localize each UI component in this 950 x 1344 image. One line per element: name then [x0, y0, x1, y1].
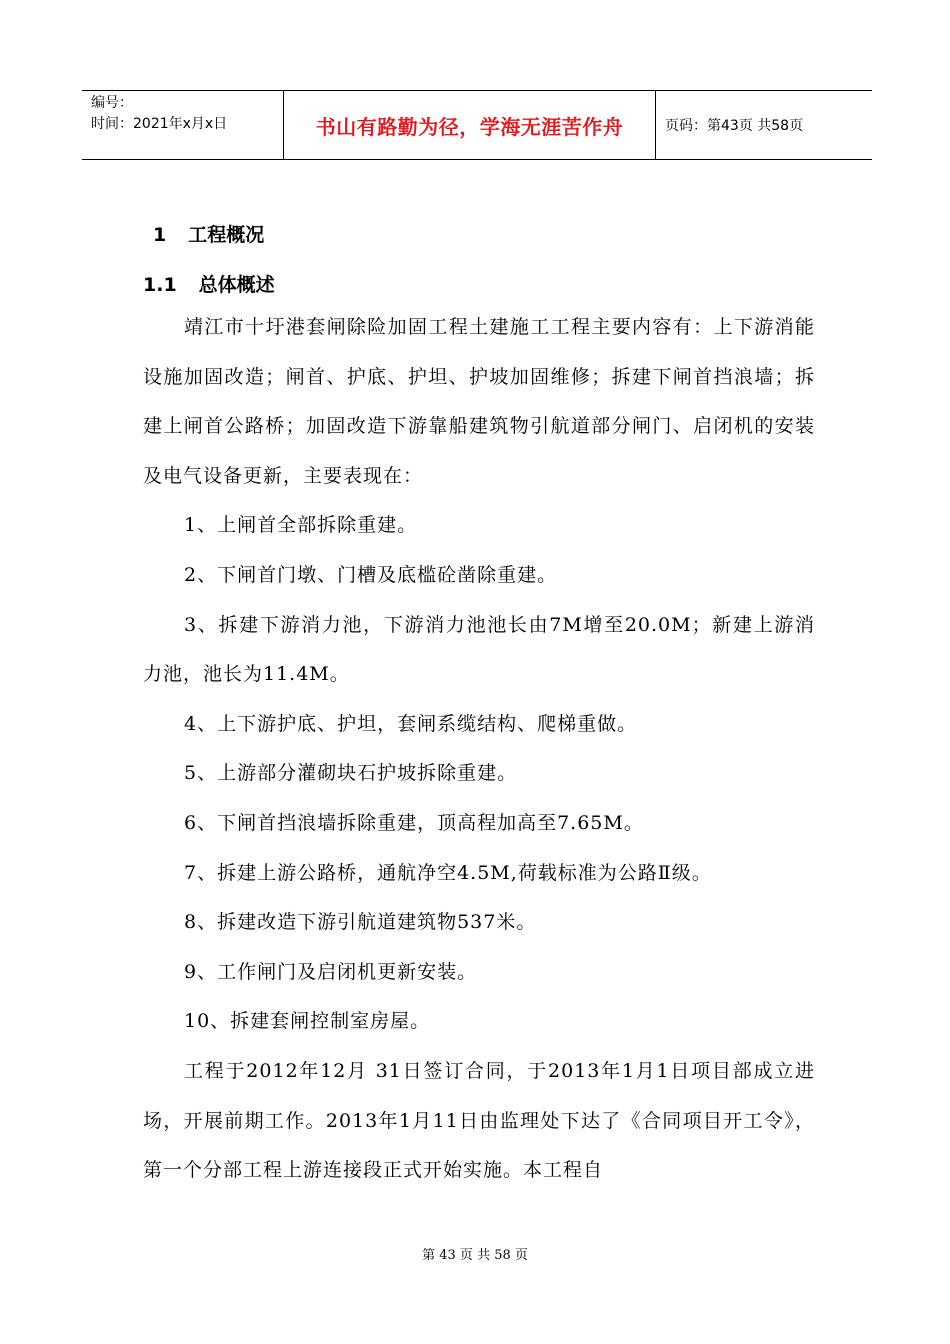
header-page-info: 页码：第43页 共58页	[665, 118, 804, 134]
date-label: 时间：2021年x月x日	[91, 116, 228, 132]
subsection-number: 1.1	[143, 274, 177, 296]
list-item-4: 4、上下游护底、护坦，套闸系缆结构、爬梯重做。	[184, 712, 638, 735]
document-body	[143, 213, 815, 1196]
section-title: 工程概况	[188, 224, 265, 246]
intro-paragraph: 靖江市十圩港套闸除险加固工程土建施工工程主要内容有：上下游消能设施加固改造；闸首、护底、护坦、护坡加固维修；拆建下闸首挡浪墙；拆建上闸首公路桥；加固改造下游靠船建筑物引航道部分闸门、启闭机的安装及电气设备更新，主要表现在：	[143, 316, 815, 487]
closing-paragraph: 工程于2012年12月 31日签订合同，于2013年1月1日项目部成立进场，开展前期工作。2013年1月11日由监理处下达了《合同项目开工令》，第一个分部工程上游连接段正式开始实施。本工程自	[143, 1059, 815, 1182]
serial-number-label: 编号：	[91, 95, 133, 111]
list-item-7: 7、拆建上游公路桥，通航净空4.5M,荷载标准为公路Ⅱ级。	[184, 861, 712, 884]
subsection-title: 总体概述	[198, 274, 275, 296]
page-footer: 第 43 页 共 58 页	[422, 1248, 528, 1263]
list-item-5: 5、上游部分灌砌块石护坡拆除重建。	[184, 762, 518, 785]
document-header	[82, 90, 872, 160]
list-item-9: 9、工作闸门及启闭机更新安装。	[184, 960, 478, 983]
section-number: 1	[153, 224, 167, 246]
header-motto: 书山有路勤为径，学海无涯苦作舟	[283, 91, 656, 159]
list-item-8: 8、拆建改造下游引航道建筑物537米。	[184, 911, 537, 934]
section-heading	[143, 213, 815, 257]
list-item-10: 10、拆建套闸控制室房屋。	[184, 1010, 431, 1033]
list-item-2: 2、下闸首门墩、门槽及底槛砼凿除重建。	[184, 563, 558, 586]
list-item-6: 6、下闸首挡浪墙拆除重建，顶高程加高至7.65M。	[184, 811, 644, 834]
subsection-heading	[143, 267, 815, 303]
list-item-1: 1、上闸首全部拆除重建。	[184, 514, 418, 537]
header-meta	[82, 91, 283, 159]
list-item-3: 3、拆建下游消力池，下游消力池池长由7M增至20.0M；新建上游消力池，池长为11.4M。	[143, 613, 815, 686]
